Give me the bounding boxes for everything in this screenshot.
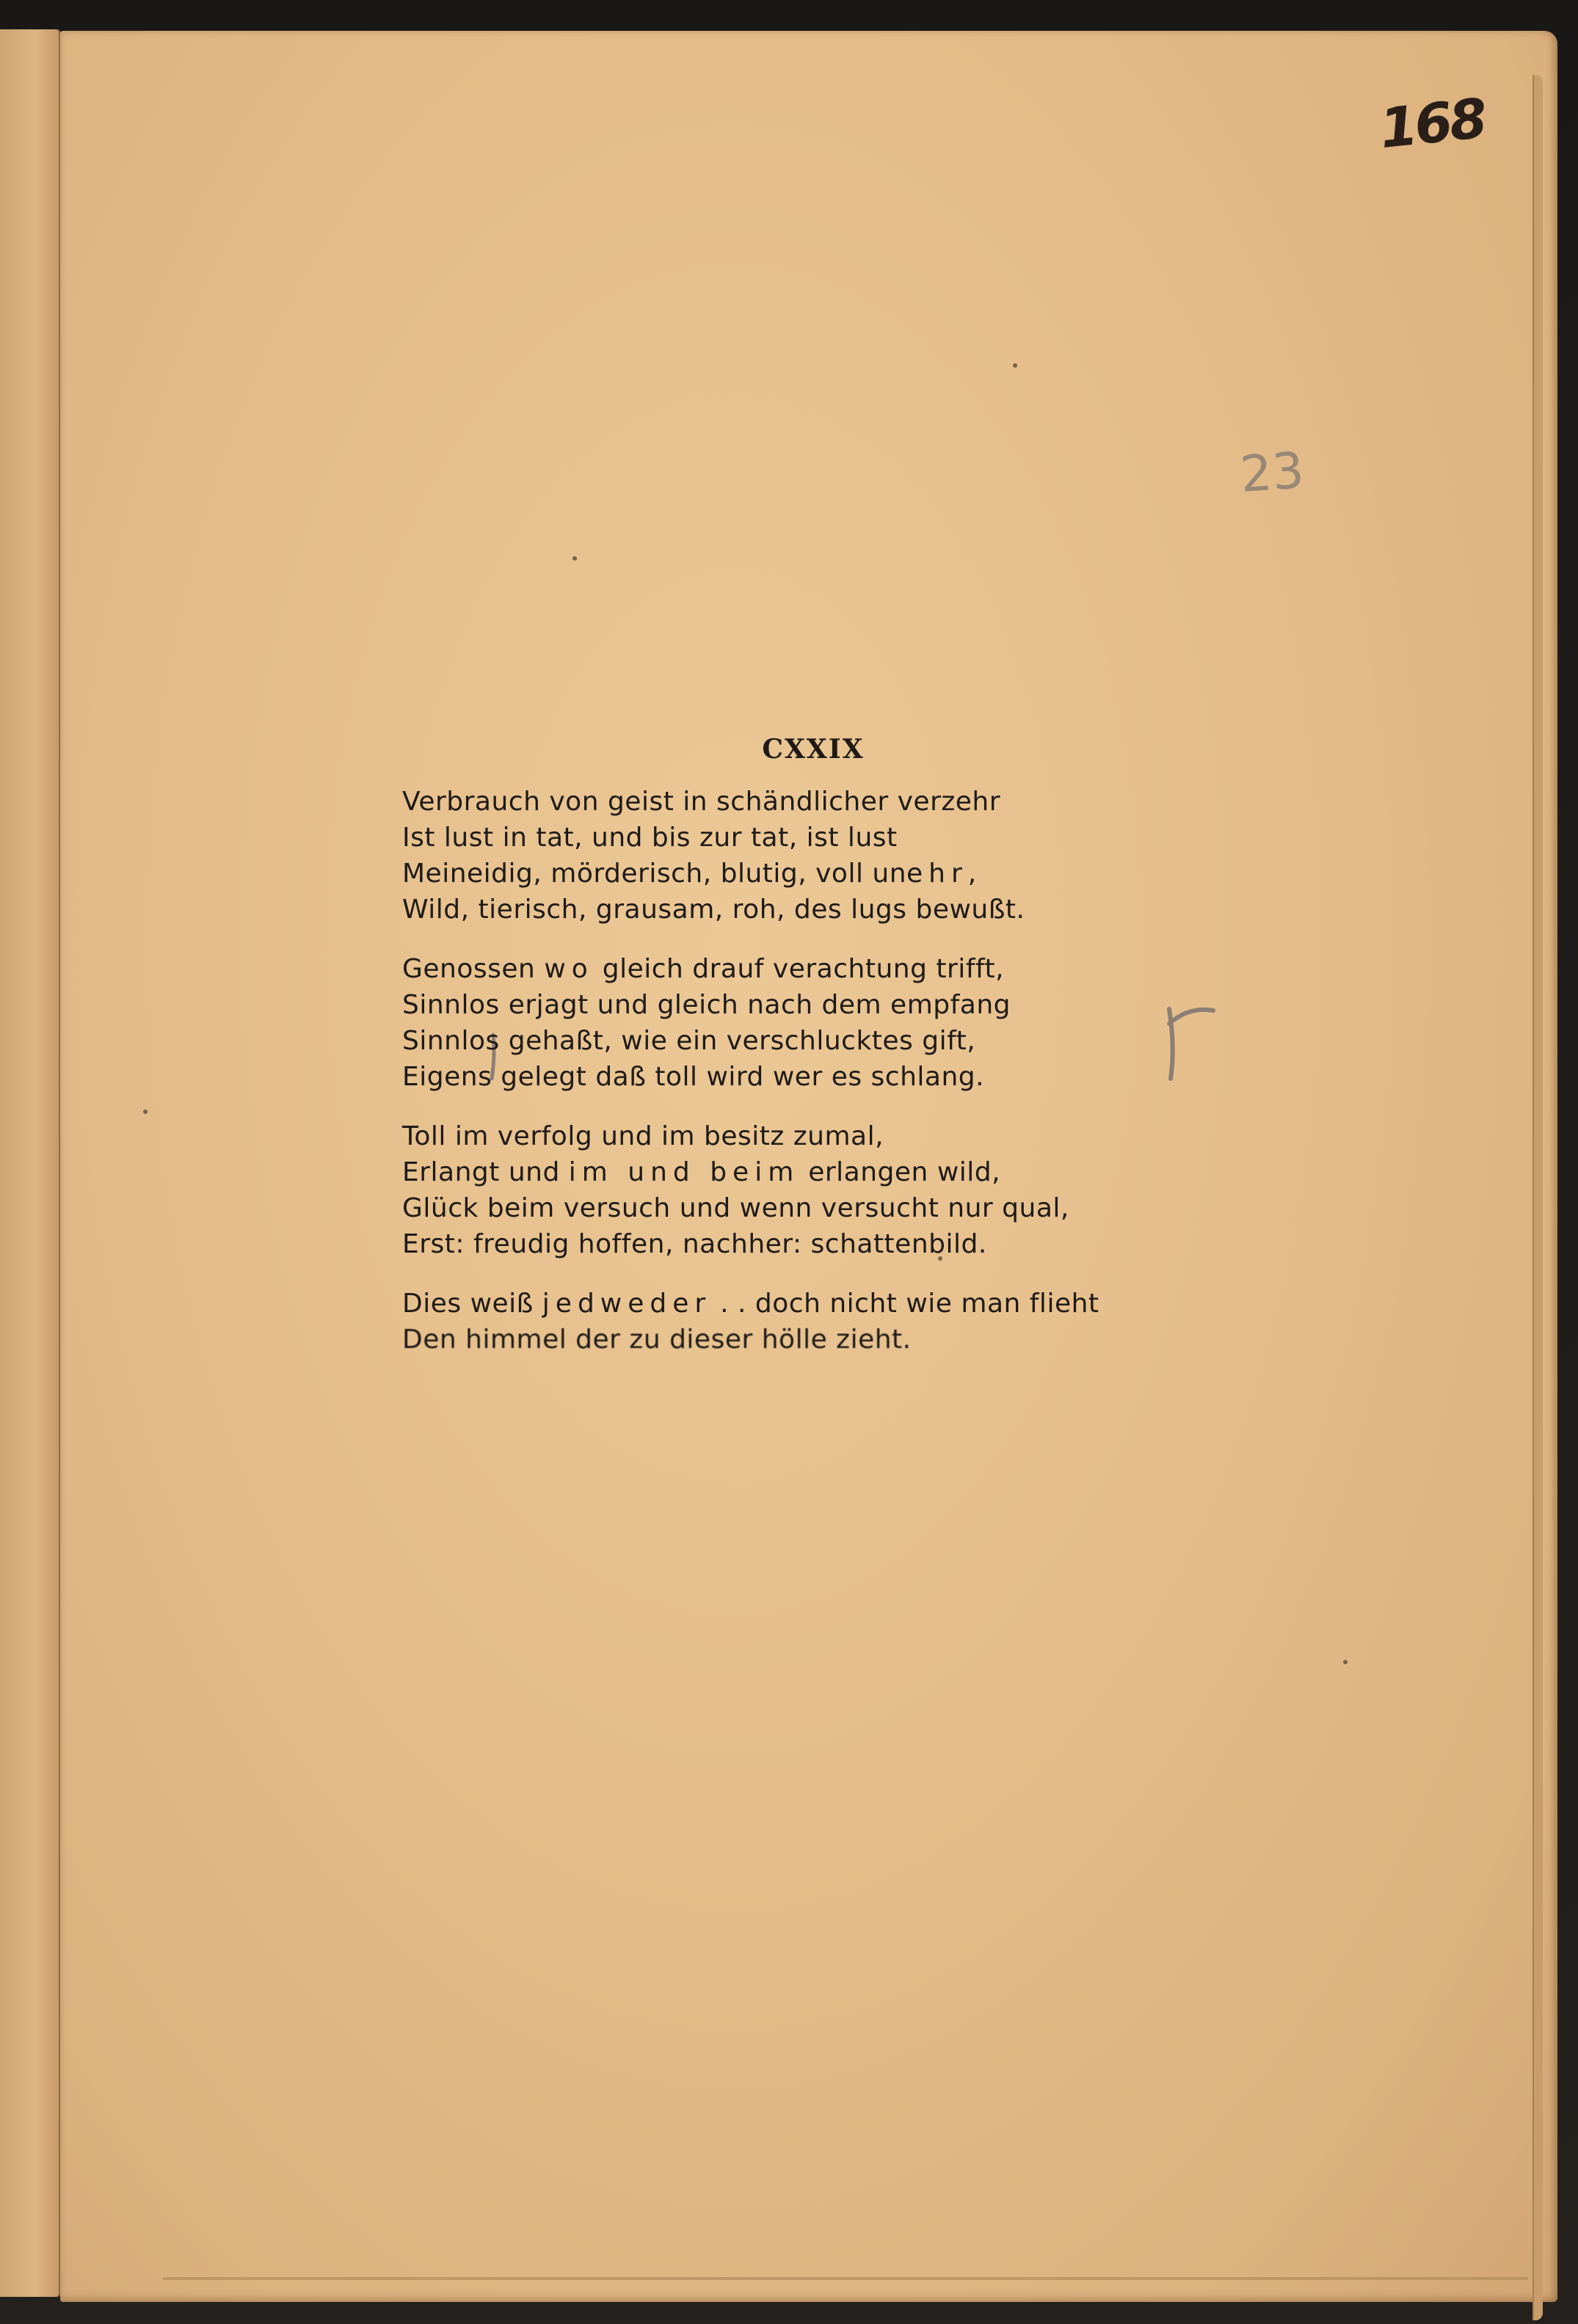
poem-line (402, 856, 1210, 892)
poem-line-text: , (967, 859, 977, 889)
poem-line-text: Dies weiß (402, 1289, 542, 1319)
poem-line-text: gleich drauf verachtung trifft, (593, 954, 1005, 984)
stanza-4 (402, 1286, 1210, 1358)
poem-line: Verbrauch von geist in schändlicher verzehr (402, 787, 1001, 817)
poem-line-text: erlangen wild, (799, 1157, 1001, 1187)
poem-line: Toll im verfolg und im besitz zumal, (402, 1121, 884, 1151)
poem-line-text: Genossen (402, 954, 545, 984)
page-bottom-edge (163, 2277, 1528, 2280)
poem-line: Erst: freudig hoffen, nachher: schattenbild. (402, 1229, 987, 1259)
poem-line-text: . . doch nicht wie man flieht (711, 1289, 1099, 1319)
poem-title: CXXIX (762, 734, 865, 765)
stanza-2 (402, 951, 1210, 1095)
stanza-3 (402, 1118, 1210, 1262)
paper-speck (1343, 1660, 1348, 1664)
previous-page-edge (0, 29, 61, 2297)
poem-line: Sinnlos gehaßt, wie ein verschlucktes gift, (402, 1026, 976, 1056)
pencil-note: 23 (1238, 442, 1306, 504)
poem (402, 734, 1210, 1381)
paper-speck (143, 1110, 148, 1114)
poem-line (402, 1154, 1210, 1190)
stanza-1 (402, 784, 1210, 928)
poem-line (402, 1286, 1210, 1322)
poem-line: Ist lust in tat, und bis zur tat, ist lust (402, 823, 898, 853)
spaced-emphasis: im und beim (568, 1157, 800, 1187)
poem-line: Den himmel der zu dieser hölle zieht. (402, 1325, 912, 1355)
poem-line-text: Meineidig, mörderisch, blutig, voll un (402, 859, 907, 889)
poem-line-text: Erlangt und (402, 1157, 569, 1187)
spaced-emphasis: wo (544, 954, 594, 984)
page-right-edge (1532, 75, 1543, 2320)
spaced-emphasis: ehr (906, 859, 968, 889)
poem-line: Sinnlos erjagt und gleich nach dem empfang (402, 990, 1011, 1020)
handwritten-page-number: 168 (1376, 87, 1488, 161)
poem-line: Glück beim versuch und wenn versucht nur qual, (402, 1193, 1069, 1223)
poem-line: Eigens gelegt daß toll wird wer es schlang. (402, 1062, 985, 1092)
paper-speck (572, 556, 577, 561)
paper-speck (1013, 363, 1017, 368)
poem-line: Wild, tierisch, grausam, roh, des lugs bewußt. (402, 895, 1025, 925)
spaced-emphasis: jedweder (542, 1289, 712, 1319)
poem-line (402, 951, 1210, 987)
